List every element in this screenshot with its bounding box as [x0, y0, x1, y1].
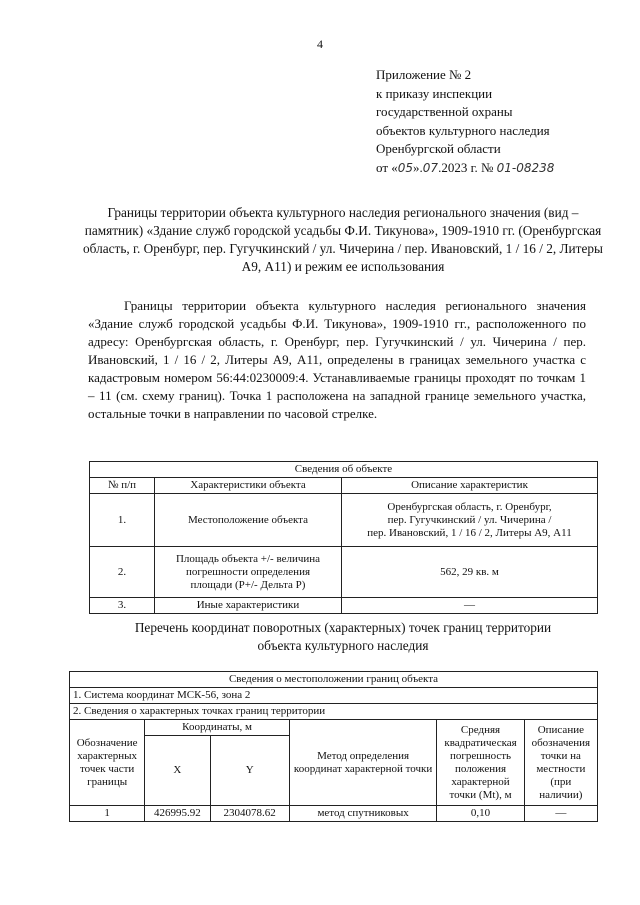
- cell-method: метод спутниковых: [289, 806, 437, 822]
- date-sep: ».: [413, 159, 423, 175]
- row-characteristic: Местоположение объекта: [155, 494, 342, 547]
- appendix-line-5: Оренбургской области: [376, 141, 501, 156]
- row-description: —: [342, 598, 598, 614]
- header-point-description: Описание обозначения точки на местности (при наличии): [524, 720, 597, 806]
- header-error: Средняя квадратическая погрешность положения характерной точки (Mt), м: [437, 720, 524, 806]
- appendix-line-1: Приложение № 2: [376, 67, 472, 82]
- cell-point: 1: [70, 806, 145, 822]
- row-num: 2.: [90, 547, 155, 598]
- appendix-line-4: объектов культурного наследия: [376, 122, 550, 138]
- row-num: 1.: [90, 494, 155, 547]
- table-row: [90, 598, 598, 614]
- points-info-row: 2. Сведения о характерных точках границ территории: [70, 704, 598, 720]
- coordinates-section-title: [78, 619, 608, 655]
- document-title: Границы территории объекта культурного наследия регионального значения (вид – памятник) «Здание служб городской усадьбы Ф.И. Тикунова», 1909-1910 гг. (Оренбургская область, г. Оренбург, пер. Гугучкинский / ул. Чичерина / пер. Ивановский, 1 / 16 / 2, Литеры А9, А11) и режим ее использования: [83, 205, 603, 274]
- doc-number: 01-08238: [496, 160, 555, 175]
- coordinates-table: [69, 671, 598, 822]
- coords-table-caption: Сведения о местоположении границ объекта: [70, 672, 598, 688]
- cell-error: 0,10: [437, 806, 524, 822]
- object-table-caption: Сведения об объекте: [90, 462, 598, 478]
- page-number: 4: [317, 37, 323, 51]
- cell-x: 426995.92: [145, 806, 210, 822]
- desc-line: Оренбургская область, г. Оренбург,: [387, 500, 552, 513]
- row-description: [342, 494, 598, 547]
- desc-line: пер. Гугучкинский / ул. Чичерина /: [387, 513, 552, 526]
- header-coordinates: Координаты, м: [145, 720, 290, 736]
- date-day: 05: [397, 160, 414, 175]
- coordinate-system-row: 1. Система координат МСК-56, зона 2: [70, 688, 598, 704]
- cell-description: —: [524, 806, 597, 822]
- name-line: Площадь объекта +/- величина: [175, 552, 321, 565]
- header-y: Y: [210, 736, 289, 806]
- row-characteristic: Иные характеристики: [155, 598, 342, 614]
- table-row: [70, 806, 598, 822]
- boundary-description: Границы территории объекта культурного наследия регионального значения «Здание служб городской усадьбы Ф.И. Тикунова», 1909-1910 гг., расположенного по адресу: Оренбургская область, г. Оренбург, пер. Гугучкинский / ул. Чичерина / пер. Ивановский, 1 / 16 / 2, Литеры А9, А11, определены в границах земельного участка с кадастровым номером 56:44:0230009:4. Устанавливаемые границы проходят по точкам 1 – 11 (см. схему границ). Точка 1 расположена на западной границе земельного участка, остальные точки в направлении по часовой стрелке.: [88, 298, 586, 421]
- appendix-block: [376, 66, 554, 177]
- row-characteristic: [155, 547, 342, 598]
- table-row: [90, 494, 598, 547]
- section-title-line-2: объекта культурного наследия: [257, 638, 429, 653]
- row-description: 562, 29 кв. м: [342, 547, 598, 598]
- date-month: 07: [422, 160, 439, 175]
- object-info-table: [89, 461, 598, 614]
- desc-line: пер. Ивановский, 1 / 16 / 2, Литеры А9, А11: [367, 526, 572, 539]
- section-title-line-1: Перечень координат поворотных (характерных) точек границ территории: [134, 620, 552, 635]
- header-x: X: [145, 736, 210, 806]
- date-prefix: от «: [376, 159, 398, 175]
- header-description: Описание характеристик: [342, 478, 598, 494]
- appendix-line-3: государственной охраны: [376, 104, 513, 119]
- header-designation: Обозначение характерных точек части границы: [70, 720, 145, 806]
- date-year: .2023 г. №: [438, 159, 494, 175]
- appendix-date-line: [376, 159, 554, 178]
- name-line: площади (Р+/- Дельта Р): [190, 578, 306, 591]
- cell-y: 2304078.62: [210, 806, 289, 822]
- header-method: Метод определения координат характерной точки: [289, 720, 437, 806]
- name-line: погрешности определения: [185, 565, 311, 578]
- row-num: 3.: [90, 598, 155, 614]
- table-row: [90, 547, 598, 598]
- header-characteristic: Характеристики объекта: [155, 478, 342, 494]
- appendix-line-2: к приказу инспекции: [376, 85, 493, 101]
- header-num: № п/п: [90, 478, 155, 494]
